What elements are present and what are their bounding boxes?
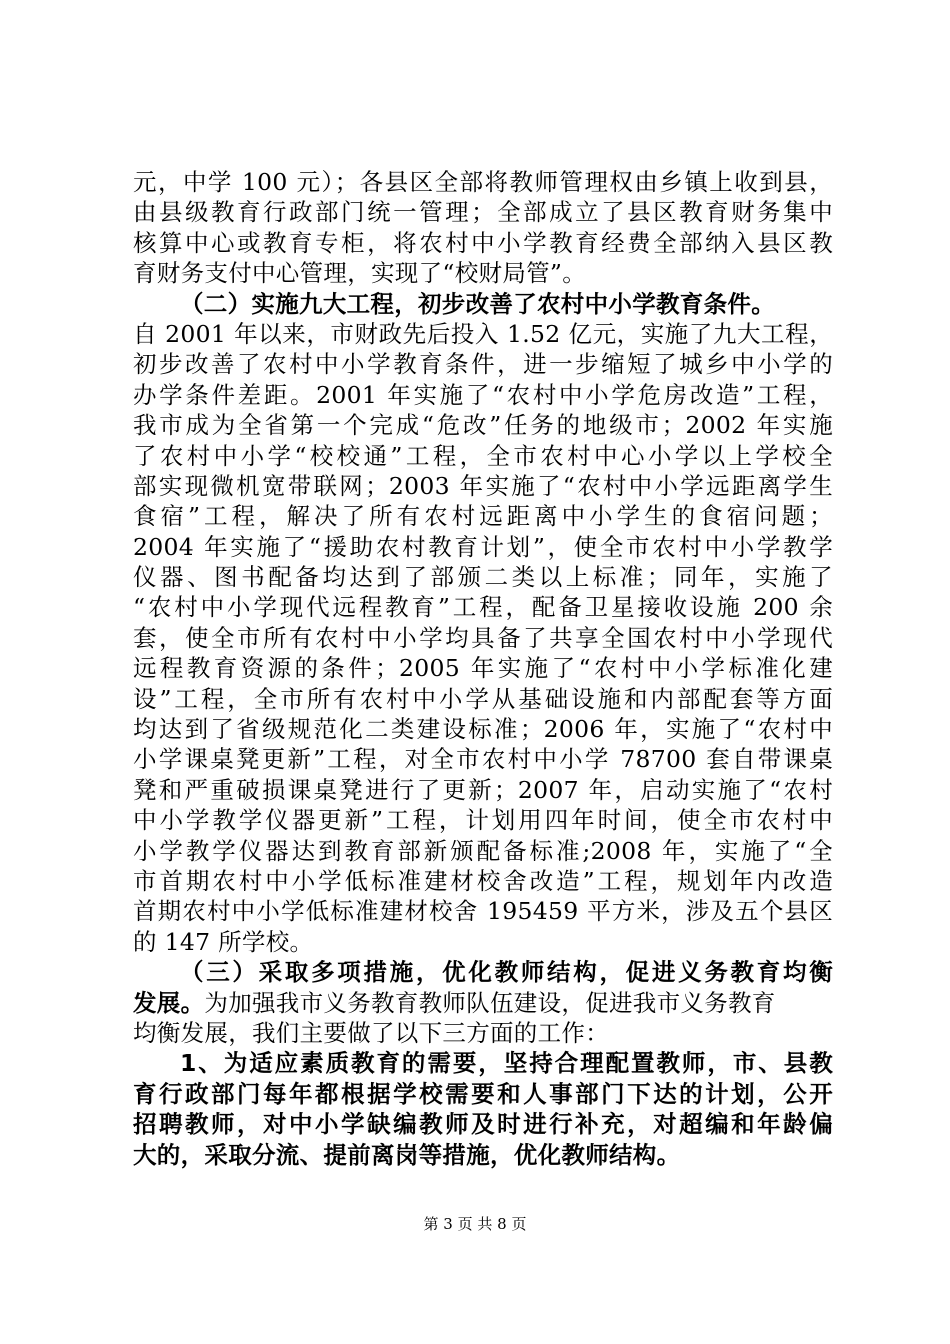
subsection-paragraph: 育行政部门每年都根据学校需要和人事部门下达的计划，公开 [133, 1079, 833, 1108]
section-heading-continuation: 发展。 [133, 988, 205, 1017]
text-line: 由县级教育行政部门统一管理；全部成立了县区教育财务集中 [133, 198, 833, 227]
subsection-paragraph: 招聘教师，对中小学缺编教师及时进行补充，对超编和年龄偏 [133, 1110, 833, 1139]
document-body [133, 167, 833, 1170]
text-line: 我市成为全省第一个完成“危改”任务的地级市；2002 年实施 [133, 411, 833, 440]
section-heading: （二）实施九大工程，初步改善了农村中小学教育条件。 [180, 289, 775, 318]
section-heading: （三）采取多项措施，优化教师结构，促进义务教育均衡 [180, 958, 833, 987]
text-line: 中小学教学仪器更新”工程，计划用四年时间，使全市农村中 [133, 806, 833, 835]
text-line: 核算中心或教育专柜，将农村中小学教育经费全部纳入县区教 [133, 228, 833, 257]
text-line: 均衡发展，我们主要做了以下三方面的工作： [133, 1018, 609, 1047]
subsection-paragraph: 大的，采取分流、提前离岗等措施，优化教师结构。 [133, 1140, 681, 1169]
text-line: 均达到了省级规范化二类建设标准；2006 年，实施了“农村中 [133, 715, 833, 744]
text-line: 初步改善了农村中小学教育条件，进一步缩短了城乡中小学的 [133, 350, 833, 379]
text-line: 食宿”工程，解决了所有农村远距离中小学生的食宿问题； [133, 502, 833, 531]
text-line [133, 988, 833, 1018]
text-line: 首期农村中小学低标准建材校舍 195459 平方米，涉及五个县区 [133, 897, 833, 926]
text-line: 了农村中小学“校校通”工程，全市农村中心小学以上学校全 [133, 441, 833, 470]
text-line: 套，使全市所有农村中小学均具备了共享全国农村中小学现代 [133, 623, 833, 652]
text-line: 2004 年实施了“援助农村教育计划”，使全市农村中小学教学 [133, 532, 833, 561]
text-line: 育财务支付中心管理，实现了“校财局管”。 [133, 259, 587, 288]
text-line: 元，中学 100 元）；各县区全部将教师管理权由乡镇上收到县， [133, 168, 833, 196]
text-line: 凳和严重破损课桌凳进行了更新；2007 年，启动实施了“农村 [133, 775, 833, 804]
text-line: 设”工程，全市所有农村中小学从基础设施和内部配套等方面 [133, 684, 833, 713]
text-line: 仪器、图书配备均达到了部颁二类以上标准；同年，实施了 [133, 563, 833, 592]
text-line: 办学条件差距。2001 年实施了“农村中小学危房改造”工程， [133, 380, 833, 409]
text-line: 的 147 所学校。 [133, 927, 314, 956]
text-span: 为加强我市义务教育教师队伍建设，促进我市义务教育 [204, 988, 776, 1017]
text-line: 自 2001 年以来，市财政先后投入 1.52 亿元，实施了九大工程， [133, 319, 833, 348]
text-line: 市首期农村中小学低标准建材校舍改造”工程，规划年内改造 [133, 866, 833, 895]
text-line: 小学课桌凳更新”工程，对全市农村中小学 78700 套自带课桌 [133, 745, 833, 774]
subsection-paragraph: 1、为适应素质教育的需要，坚持合理配置教师，市、县教 [180, 1049, 833, 1078]
text-line: 部实现微机宽带联网；2003 年实施了“农村中小学远距离学生 [133, 471, 833, 500]
text-line: “农村中小学现代远程教育”工程，配备卫星接收设施 200 余 [133, 593, 833, 622]
text-line: 远程教育资源的条件；2005 年实施了“农村中小学标准化建 [133, 654, 833, 683]
page-footer: 第 3 页 共 8 页 [423, 1215, 527, 1233]
text-line: 小学教学仪器达到教育部新颁配备标准;2008 年，实施了“全 [133, 836, 833, 865]
